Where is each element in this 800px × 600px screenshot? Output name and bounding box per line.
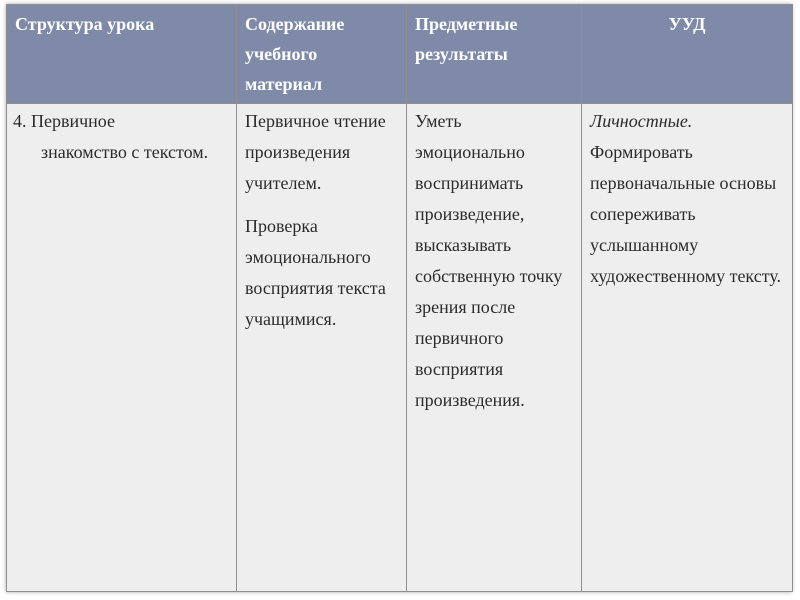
lesson-stage-number: 4. Первичное <box>13 111 116 131</box>
lesson-table-container <box>6 4 792 592</box>
content-paragraph-1: Первичное чтение произведения учителем. <box>245 111 386 193</box>
header-content-label: Содержание учебного материал <box>245 14 345 94</box>
header-lesson-structure-label: Структура урока <box>15 14 155 34</box>
uud-category-label: Личностные. <box>590 111 693 131</box>
cell-uud <box>582 104 793 592</box>
cell-subject-results <box>407 104 582 592</box>
subject-results-text: Уметь эмоционально воспринимать произведение, высказывать собственную точку зрения после первичного восприятия произведения. <box>415 111 563 410</box>
table-header-row <box>7 5 793 104</box>
header-uud-label: УУД <box>668 14 706 34</box>
table-row <box>7 104 793 592</box>
header-uud <box>582 5 793 104</box>
uud-description: Формировать первоначальные основы сопереживать услышанному художественному тексту. <box>590 142 782 286</box>
cell-lesson-stage <box>7 104 237 592</box>
header-lesson-structure <box>7 5 237 104</box>
lesson-structure-table <box>6 4 793 592</box>
header-subject-results <box>407 5 582 104</box>
lesson-stage-name: знакомство с текстом. <box>41 142 209 162</box>
header-subject-results-label: Предметные результаты <box>415 14 518 64</box>
cell-content <box>237 104 407 592</box>
content-paragraph-2: Проверка эмоционального восприятия текста учащимися. <box>245 216 386 329</box>
header-content <box>237 5 407 104</box>
